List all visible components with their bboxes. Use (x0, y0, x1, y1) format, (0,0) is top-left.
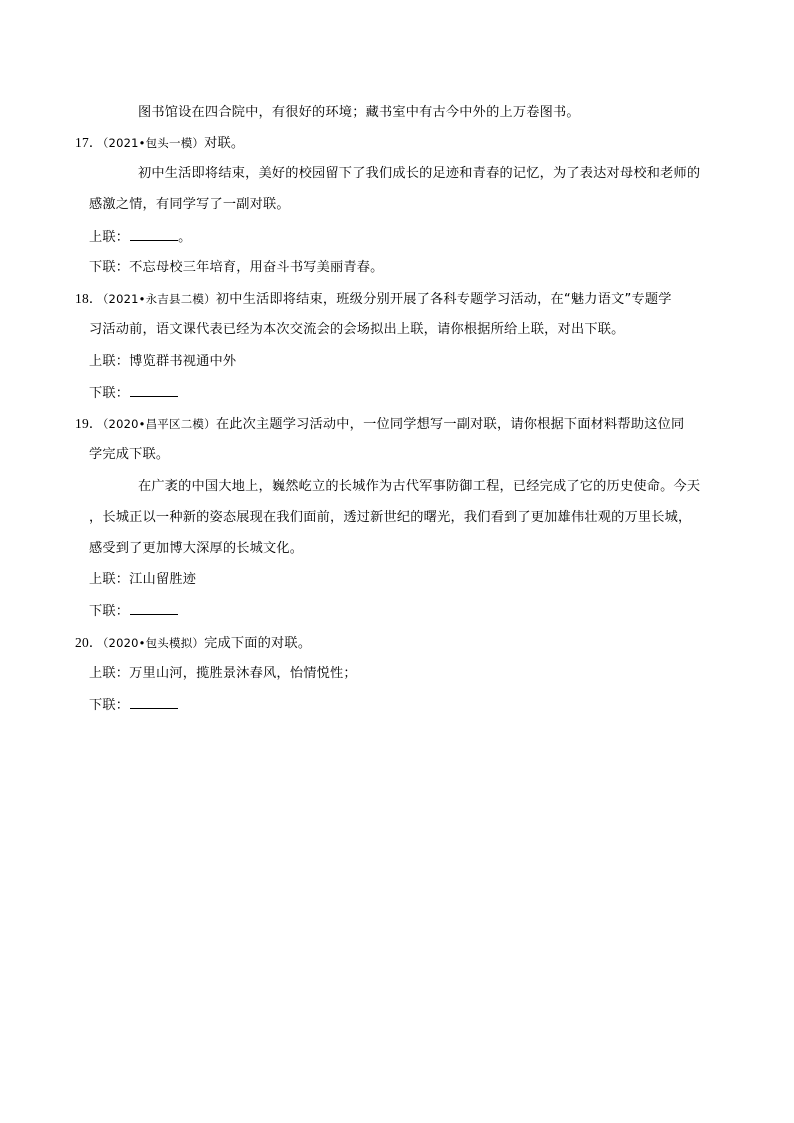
question-19-paragraph-line: 在广袤的中国大地上，巍然屹立的长城作为古代军事防御工程，已经完成了它的历史使命。今天 (138, 479, 701, 494)
upper-couplet-answer-blank[interactable] (130, 227, 178, 241)
lower-couplet-answer-blank[interactable] (130, 695, 178, 709)
question-18-lower-couplet (89, 383, 178, 404)
upper-couplet-text: 万里山河，揽胜景沐春风，怡情悦性； (129, 666, 357, 681)
question-stem: 初中生活即将结束，班级分别开展了各科专题学习活动，在“魅力语文”专题学 (215, 292, 672, 307)
question-source: （2021•包头一模） (102, 136, 205, 150)
upper-couplet-label: 上联： (89, 666, 130, 681)
question-stem: 完成下面的对联。 (204, 636, 312, 651)
upper-couplet-label: 上联： (89, 354, 130, 369)
question-18-header (75, 289, 672, 310)
question-number: 19． (75, 416, 103, 431)
upper-couplet-suffix: 。 (178, 230, 192, 245)
lower-couplet-label: 下联： (89, 698, 130, 713)
question-source: （2020•包头模拟） (102, 636, 205, 650)
question-source: （2020•昌平区二模） (102, 417, 216, 431)
question-stem: 在此次主题学习活动中，一位同学想写一副对联，请你根据下面材料帮助这位同 (215, 417, 685, 432)
question-17-paragraph-line: 感激之情，有同学写了一副对联。 (89, 197, 290, 212)
question-19-stem-line: 学完成下联。 (89, 447, 170, 462)
upper-couplet-text: 江山留胜迹 (129, 572, 197, 587)
upper-couplet-text: 博览群书视通中外 (129, 354, 237, 369)
lower-couplet-label: 下联： (89, 386, 130, 401)
lower-couplet-label: 下联： (89, 260, 130, 275)
question-19-paragraph-line: 感受到了更加博大深厚的长城文化。 (89, 541, 304, 556)
question-20-upper-couplet (89, 664, 357, 684)
question-19-lower-couplet (89, 601, 178, 622)
question-stem: 对联。 (204, 136, 245, 151)
upper-couplet-label: 上联： (89, 230, 130, 245)
question-17-upper-couplet (89, 227, 192, 248)
lower-couplet-answer-blank[interactable] (130, 601, 178, 615)
question-number: 18． (75, 291, 103, 306)
question-19-upper-couplet (89, 570, 196, 590)
question-number: 17． (75, 135, 103, 150)
question-17-header (75, 133, 244, 154)
lower-couplet-label: 下联： (89, 604, 130, 619)
question-source: （2021•永吉县二模） (102, 292, 216, 306)
question-19-header (75, 414, 684, 435)
question-20-lower-couplet (89, 695, 178, 716)
question-20-header (75, 633, 311, 654)
lower-couplet-text: 不忘母校三年培育，用奋斗书写美丽青春。 (129, 260, 384, 275)
question-17-lower-couplet (89, 258, 384, 278)
question-17-paragraph-line: 初中生活即将结束，美好的校园留下了我们成长的足迹和青春的记忆，为了表达对母校和老师的 (138, 166, 701, 181)
question-number: 20． (75, 635, 103, 650)
upper-couplet-label: 上联： (89, 572, 130, 587)
question-18-stem-line: 习活动前，语文课代表已经为本次交流会的会场拟出上联，请你根据所给上联，对出下联。 (89, 322, 625, 337)
question-18-upper-couplet (89, 352, 236, 372)
question-19-paragraph-line: ，长城正以一种新的姿态展现在我们面前，透过新世纪的曙光，我们看到了更加雄伟壮观的万里长城， (89, 510, 692, 525)
lower-couplet-answer-blank[interactable] (130, 383, 178, 397)
context-text: 图书馆设在四合院中，有很好的环境；藏书室中有古今中外的上万卷图书。 (138, 105, 580, 120)
